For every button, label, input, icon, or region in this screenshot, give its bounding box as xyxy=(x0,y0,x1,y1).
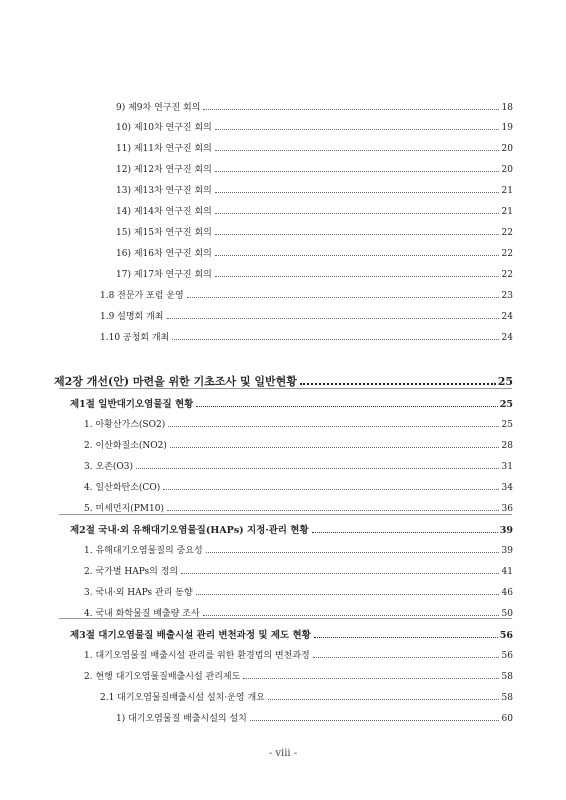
toc-entry-page: 50 xyxy=(501,609,513,619)
toc-entry-page: 22 xyxy=(501,228,513,238)
dot-leader xyxy=(181,573,499,574)
dot-leader xyxy=(243,678,499,679)
toc-entry-page: 41 xyxy=(501,567,513,577)
toc-entry-title: 1.9 설명회 개최 xyxy=(100,312,164,322)
toc-entry-title: 9) 제9차 연구진 회의 xyxy=(116,103,201,113)
toc-entry[interactable] xyxy=(116,100,513,113)
toc-entry-title: 제1절 일반대기오염물질 현황 xyxy=(70,399,194,410)
toc-entry-page: 58 xyxy=(501,693,513,703)
toc-entry-title: 2.1 대기오염물질배출시설 설치·운영 개요 xyxy=(100,693,265,703)
toc-entry[interactable] xyxy=(84,417,513,430)
dot-leader xyxy=(167,318,499,319)
toc-entry-title: 1. 아황산가스(SO2) xyxy=(84,420,166,430)
dot-leader xyxy=(168,426,499,427)
toc-entry-title: 12) 제12차 연구진 회의 xyxy=(116,165,212,175)
page-number: - viii - xyxy=(268,748,298,759)
toc-entry-title: 제3절 대기오염물질 배출시설 관리 변천과정 및 제도 현황 xyxy=(70,630,311,641)
dot-leader xyxy=(215,150,499,151)
toc-entry-title: 16) 제16차 연구진 회의 xyxy=(116,249,212,259)
toc-entry-page: 58 xyxy=(501,672,513,682)
toc-entry[interactable] xyxy=(100,309,513,322)
dot-leader xyxy=(196,406,497,407)
toc-entry-title: 1) 대기오염물질 배출시설의 설치 xyxy=(116,714,247,724)
dot-leader xyxy=(215,192,499,193)
dot-leader xyxy=(300,383,496,385)
section-divider xyxy=(59,514,512,515)
dot-leader xyxy=(215,234,499,235)
toc-entry-title: 14) 제14차 연구진 회의 xyxy=(116,207,212,217)
toc-entry[interactable] xyxy=(54,373,513,389)
toc-entry[interactable] xyxy=(70,627,513,641)
dot-leader xyxy=(312,532,498,533)
toc-entry-title: 11) 제11차 연구진 회의 xyxy=(116,144,212,154)
toc-entry-page: 46 xyxy=(501,588,513,598)
toc-entry-title: 1.8 전문가 포럼 운영 xyxy=(100,291,184,301)
toc-entry-page: 21 xyxy=(501,207,513,217)
toc-entry-page: 56 xyxy=(499,630,513,641)
toc-entry-page: 25 xyxy=(499,399,513,410)
dot-leader xyxy=(163,489,499,490)
toc-entry[interactable] xyxy=(70,396,513,410)
toc-entry-title: 제2장 개선(안) 마련을 위한 기초조사 및 일반현황 xyxy=(54,375,297,388)
toc-entry[interactable] xyxy=(84,669,513,682)
dot-leader xyxy=(196,594,499,595)
toc-entry-title: 15) 제15차 연구진 회의 xyxy=(116,228,212,238)
toc-entry[interactable] xyxy=(116,141,513,154)
toc-entry-page: 24 xyxy=(501,333,513,343)
toc-entry-title: 4. 일산화탄소(CO) xyxy=(84,483,161,493)
toc-entry-page: 31 xyxy=(501,462,513,472)
toc-entry-title: 10) 제10차 연구진 회의 xyxy=(116,123,212,133)
toc-entry-page: 22 xyxy=(501,270,513,280)
toc-entry[interactable] xyxy=(116,267,513,280)
toc-entry[interactable] xyxy=(84,438,513,451)
toc-entry-title: 1. 유해대기오염물질의 중요성 xyxy=(84,546,203,556)
dot-leader xyxy=(215,276,499,277)
toc-entry-title: 3. 오존(O3) xyxy=(84,462,133,472)
toc-entry-page: 23 xyxy=(501,291,513,301)
dot-leader xyxy=(215,213,499,214)
dot-leader xyxy=(215,255,499,256)
toc-entry-title: 1. 대기오염물질 배출시설 관리를 위한 환경법의 변천과정 xyxy=(84,651,310,661)
dot-leader xyxy=(215,129,499,130)
toc-entry-page: 25 xyxy=(497,375,513,388)
dot-leader xyxy=(203,615,499,616)
toc-entry-page: 56 xyxy=(501,651,513,661)
toc-entry-page: 36 xyxy=(501,504,513,514)
dot-leader xyxy=(172,339,499,340)
dot-leader xyxy=(314,637,498,638)
toc-entry[interactable] xyxy=(116,183,513,196)
toc-entry[interactable] xyxy=(116,711,513,724)
toc-entry-title: 4. 국내 화학물질 배출량 조사 xyxy=(84,609,200,619)
toc-entry-page: 19 xyxy=(501,123,513,133)
toc-entry[interactable] xyxy=(84,459,513,472)
toc-entry[interactable] xyxy=(100,690,513,703)
toc-entry-title: 2. 국가별 HAPs의 정의 xyxy=(84,567,179,577)
toc-entry-page: 60 xyxy=(501,714,513,724)
toc-entry-title: 13) 제13차 연구진 회의 xyxy=(116,186,212,196)
dot-leader xyxy=(167,510,499,511)
toc-entry-title: 1.10 공청회 개최 xyxy=(100,333,170,343)
toc-entry[interactable] xyxy=(70,522,513,536)
toc-entry[interactable] xyxy=(84,585,513,598)
toc-entry-page: 20 xyxy=(501,144,513,154)
dot-leader xyxy=(313,657,499,658)
toc-entry[interactable] xyxy=(84,480,513,493)
toc-entry-title: 제2절 국내·외 유해대기오염물질(HAPs) 지정·관리 현황 xyxy=(70,525,309,536)
toc-entry-page: 39 xyxy=(499,525,513,536)
toc-entry-title: 2. 현행 대기오염물질배출시설 관리제도 xyxy=(84,672,241,682)
dot-leader xyxy=(268,699,499,700)
toc-entry[interactable] xyxy=(116,204,513,217)
toc-entry-page: 28 xyxy=(501,441,513,451)
dot-leader xyxy=(136,468,499,469)
toc-entry-page: 21 xyxy=(501,186,513,196)
toc-entry-title: 5. 미세먼지(PM10) xyxy=(84,504,164,514)
toc-entry-page: 25 xyxy=(501,420,513,430)
toc-entry[interactable] xyxy=(100,330,513,343)
toc-entry[interactable] xyxy=(84,543,513,556)
toc-entry[interactable] xyxy=(100,288,513,301)
toc-entry[interactable] xyxy=(84,648,513,661)
toc-entry[interactable] xyxy=(116,225,513,238)
toc-entry[interactable] xyxy=(84,501,513,514)
toc-entry-page: 22 xyxy=(501,249,513,259)
section-divider xyxy=(59,618,512,619)
toc-entry-title: 2. 이산화질소(NO2) xyxy=(84,441,167,451)
toc-entry[interactable] xyxy=(84,564,513,577)
toc-entry-page: 34 xyxy=(501,483,513,493)
toc-entry[interactable] xyxy=(116,162,513,175)
toc-entry[interactable] xyxy=(116,246,513,259)
toc-entry[interactable] xyxy=(116,120,513,133)
dot-leader xyxy=(170,447,499,448)
dot-leader xyxy=(215,171,499,172)
dot-leader xyxy=(203,109,499,110)
dot-leader xyxy=(250,720,499,721)
dot-leader xyxy=(206,552,499,553)
toc-entry-page: 39 xyxy=(501,546,513,556)
toc-entry-page: 24 xyxy=(501,312,513,322)
toc-entry-title: 3. 국내·외 HAPs 관리 동향 xyxy=(84,588,193,598)
toc-entry-page: 18 xyxy=(501,103,513,113)
dot-leader xyxy=(187,297,499,298)
toc-entry-title: 17) 제17차 연구진 회의 xyxy=(116,270,212,280)
toc-entry-page: 20 xyxy=(501,165,513,175)
section-divider xyxy=(59,388,512,389)
